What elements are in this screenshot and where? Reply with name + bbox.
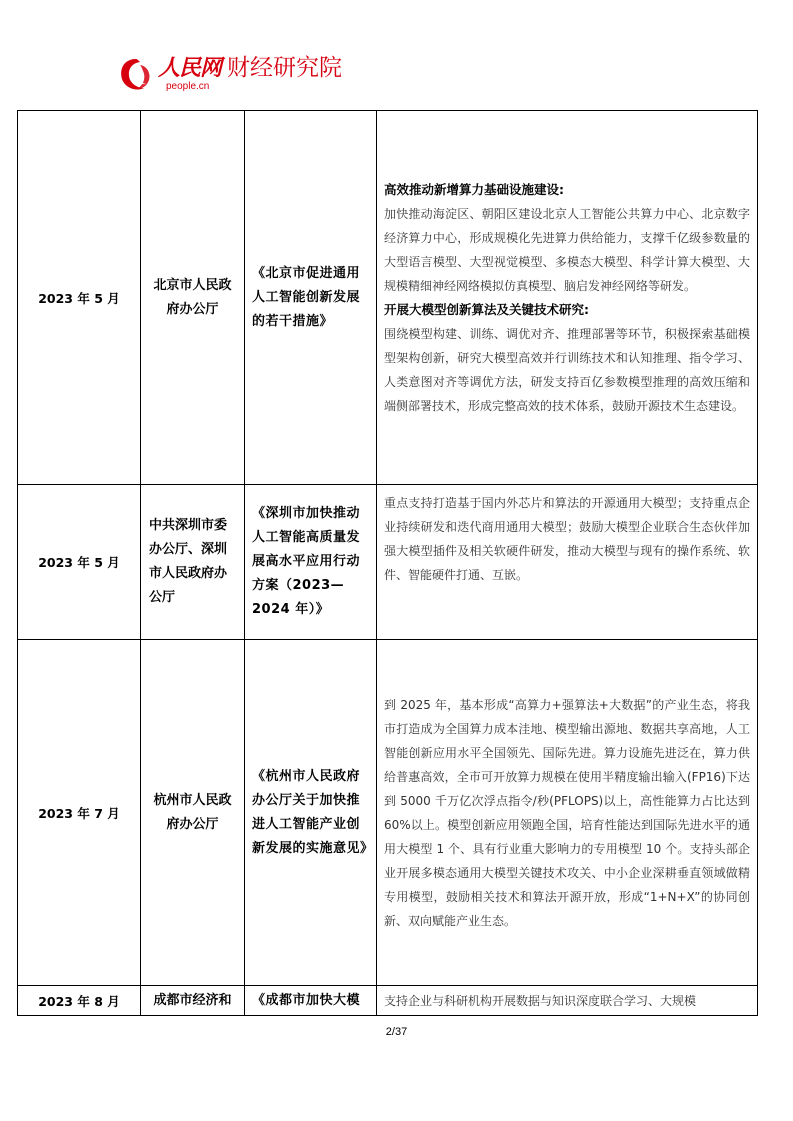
table-row: [18, 485, 758, 640]
date-cell: 2023 年 8 月: [18, 986, 141, 1016]
page-number: 2/37: [385, 1026, 408, 1038]
issuer-cell: 成都市经济和: [141, 986, 245, 1016]
table-row: [18, 986, 758, 1016]
logo-cn: 人民网: [158, 55, 222, 81]
issuer-cell: 北京市人民政府办公厅: [141, 111, 245, 485]
title-cell: 《深圳市加快推动人工智能高质量发展高水平应用行动方案（2023—2024 年）》: [245, 485, 377, 640]
date-cell: 2023 年 5 月: [18, 111, 141, 485]
page-header: [116, 55, 342, 97]
title-cell: 《成都市加快大模: [245, 986, 377, 1016]
logo-text: [158, 55, 221, 92]
title-cell: 《北京市促进通用人工智能创新发展的若干措施》: [245, 111, 377, 485]
content-heading: 高效推动新增算力基础设施建设:: [384, 181, 564, 197]
content-cell: [377, 986, 758, 1016]
content-text: 加快推动海淀区、朝阳区建设北京人工智能公共算力中心、北京数字经济算力中心，形成规模化先进算力供给能力，支撑千亿级参数量的大型语言模型、大型视觉模型、多模态大模型、科学计算大模型、大规模精细神经网络模拟仿真模型、脑启发神经网络等研发。: [384, 206, 750, 293]
date-cell: 2023 年 5 月: [18, 485, 141, 640]
issuer-cell: 中共深圳市委办公厅、深圳市人民政府办公厅: [141, 485, 245, 640]
content-text: 围绕模型构建、训练、调优对齐、推理部署等环节，积极探索基础模型架构创新，研究大模型高效并行训练技术和认知推理、指令学习、人类意图对齐等调优方法，研发支持百亿参数模型推理的高效压缩和端侧部署技术，形成完整高效的技术体系，鼓励开源技术生态建设。: [384, 326, 750, 413]
content-text: 支持企业与科研机构开展数据与知识深度联合学习、大规模: [384, 993, 697, 1008]
content-heading: 开展大模型创新算法及关键技术研究:: [384, 301, 589, 317]
content-cell: [377, 640, 758, 986]
table-row: [18, 640, 758, 986]
table-row: [18, 111, 758, 485]
content-cell: [377, 485, 758, 640]
content-text: 重点支持打造基于国内外芯片和算法的开源通用大模型；支持重点企业持续研发和迭代商用通用大模型；鼓励大模型企业联合生态伙伴加强大模型插件及相关软硬件研发，推动大模型与现有的操作系统、软件、智能硬件打通、互嵌。: [384, 496, 750, 582]
content-cell: [377, 111, 758, 485]
brand-name: 财经研究院: [227, 55, 343, 81]
people-logo-icon: [116, 55, 156, 95]
content-text: 到 2025 年，基本形成“高算力+强算法+大数据”的产业生态，将我市打造成为全国算力成本洼地、模型输出源地、数据共享高地，人工智能创新应用水平全国领先、国际先进。算力设施先进泛在，算力供给普惠高效，全市可开放算力规模在使用半精度输出输入(FP16)下达到 5000 千万亿次浮点指令/秒(PFLOPS)以上，高性能算力占比达到 60%以上。模型创新应用领跑全国，培育性能达到国际先进水平的通用大模型 1 个、具有行业重大影响力的专用模型 10 个。支持头部企业开展多模态通用大模型关键技术攻关、中小企业深耕垂直领域做精专用模型，鼓励相关技术和算法开源开放，形成“1+N+X”的协同创新、双向赋能产业生态。: [384, 697, 750, 928]
issuer-cell: 杭州市人民政府办公厅: [141, 640, 245, 986]
logo-en: people.cn: [166, 81, 210, 92]
date-cell: 2023 年 7 月: [18, 640, 141, 986]
policy-table: [17, 110, 758, 1016]
title-cell: 《杭州市人民政府办公厅关于加快推进人工智能产业创新发展的实施意见》: [245, 640, 377, 986]
